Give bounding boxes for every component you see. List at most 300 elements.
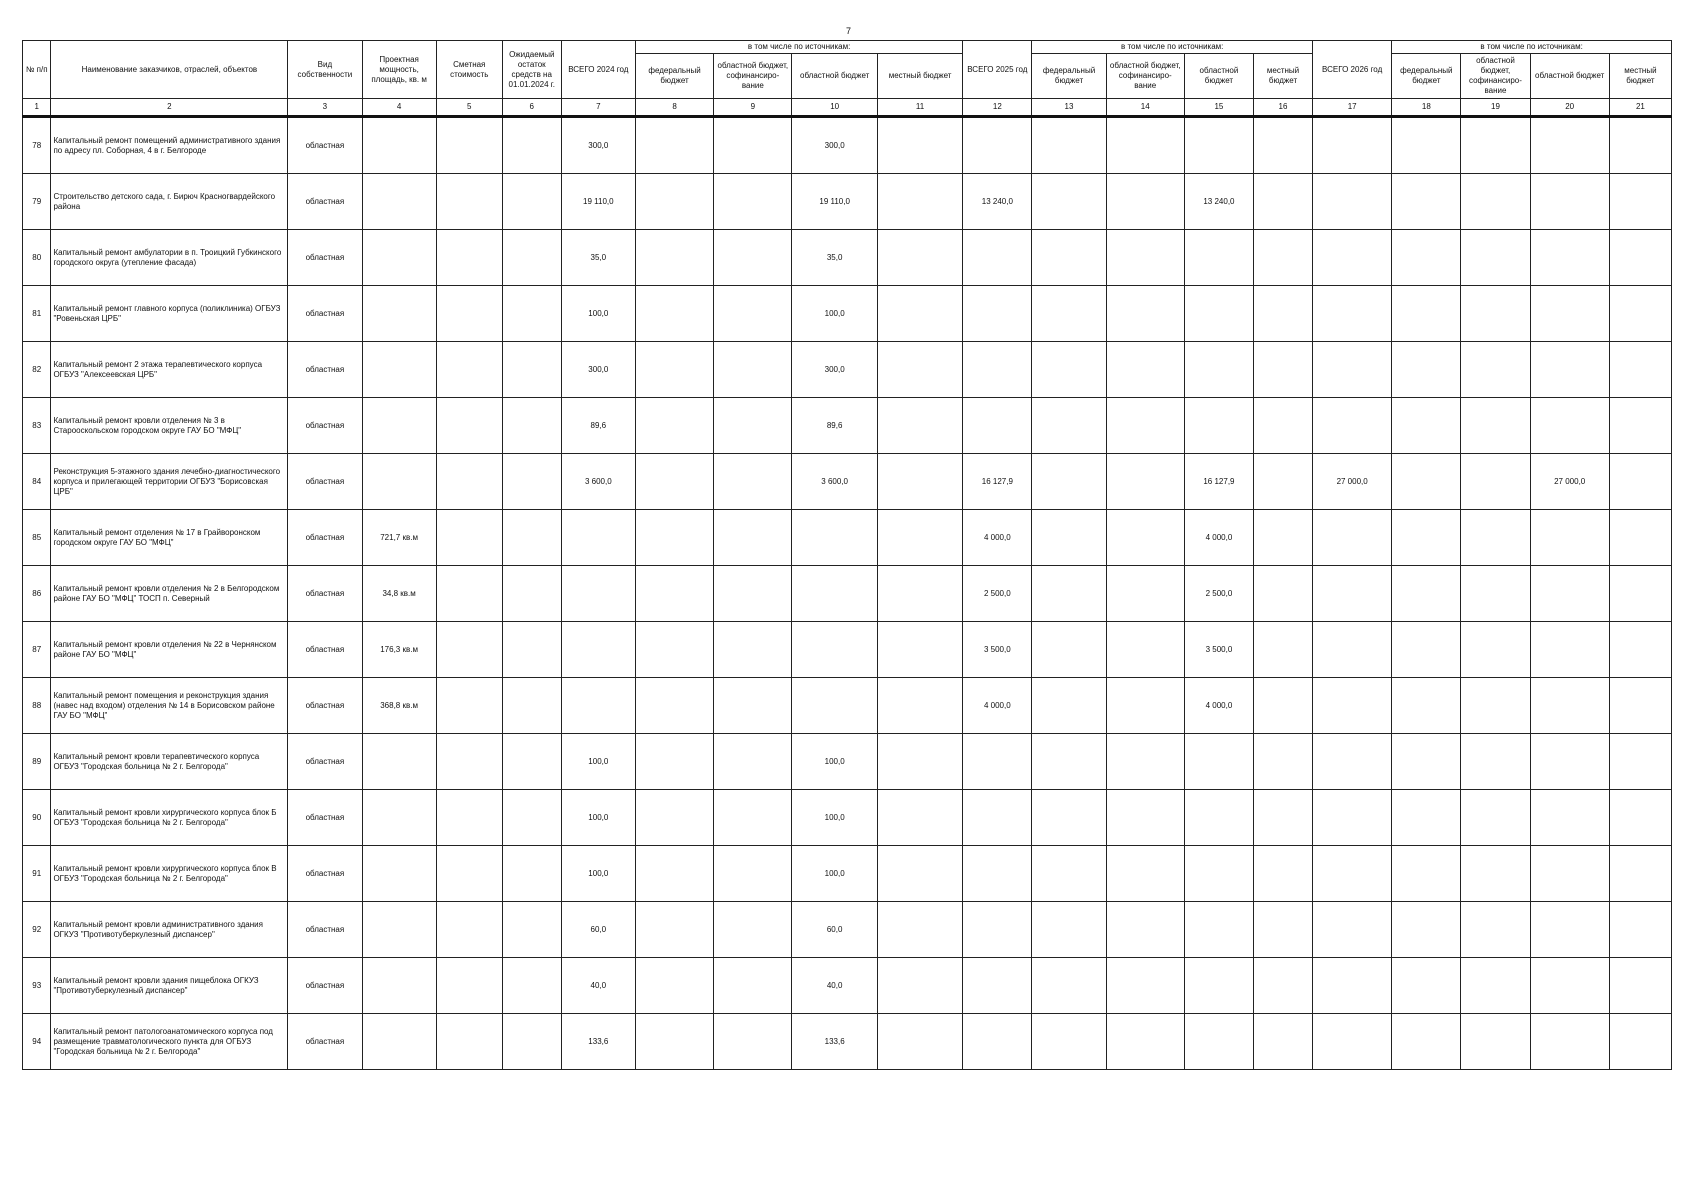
- column-number: 19: [1461, 99, 1530, 117]
- total-2025-cell: [963, 342, 1032, 398]
- federal-2025-cell: [1032, 566, 1106, 622]
- cofin-2025-cell: [1106, 1014, 1184, 1070]
- local-2024-cell: [877, 678, 962, 734]
- remainder-cell: [502, 622, 561, 678]
- column-number: 6: [502, 99, 561, 117]
- local-2025-cell: [1254, 230, 1313, 286]
- cofin-2025-cell: [1106, 678, 1184, 734]
- federal-2026-cell: [1392, 342, 1461, 398]
- estimate-cell: [436, 398, 502, 454]
- total-2024-cell: 300,0: [561, 342, 635, 398]
- regional-2026-cell: [1530, 1014, 1609, 1070]
- cofin-2024-cell: [714, 342, 792, 398]
- local-2025-cell: [1254, 734, 1313, 790]
- row-number: 86: [23, 566, 51, 622]
- object-name: Капитальный ремонт помещений административного здания по адресу пл. Соборная, 4 в г. Белгороде: [51, 117, 288, 174]
- header-total-2025: ВСЕГО 2025 год: [963, 41, 1032, 99]
- federal-2025-cell: [1032, 117, 1106, 174]
- total-2026-cell: [1313, 510, 1392, 566]
- local-2025-cell: [1254, 174, 1313, 230]
- regional-2026-cell: [1530, 398, 1609, 454]
- header-group-2024: в том числе по источникам:: [635, 41, 962, 54]
- total-2026-cell: [1313, 398, 1392, 454]
- cofin-2025-cell: [1106, 510, 1184, 566]
- capacity-cell: [362, 734, 436, 790]
- local-2026-cell: [1609, 846, 1671, 902]
- capacity-cell: [362, 398, 436, 454]
- federal-2026-cell: [1392, 846, 1461, 902]
- capacity-cell: [362, 454, 436, 510]
- cofin-2025-cell: [1106, 398, 1184, 454]
- local-2025-cell: [1254, 846, 1313, 902]
- regional-2024-cell: [792, 566, 877, 622]
- cofin-2026-cell: [1461, 846, 1530, 902]
- header-regional-2024: областной бюджет: [792, 54, 877, 99]
- regional-2024-cell: [792, 510, 877, 566]
- header-cofin-2026: областной бюджет, софинансиро-вание: [1461, 54, 1530, 99]
- ownership-cell: областная: [288, 678, 362, 734]
- table-row: [23, 230, 1672, 286]
- ownership-cell: областная: [288, 790, 362, 846]
- page-number: 7: [845, 26, 851, 36]
- cofin-2024-cell: [714, 510, 792, 566]
- total-2026-cell: [1313, 958, 1392, 1014]
- header-federal-2024: федеральный бюджет: [635, 54, 713, 99]
- table-row: [23, 678, 1672, 734]
- header-ownership: Вид собственности: [288, 41, 362, 99]
- cofin-2024-cell: [714, 902, 792, 958]
- cofin-2026-cell: [1461, 230, 1530, 286]
- table-row: [23, 342, 1672, 398]
- federal-2024-cell: [635, 174, 713, 230]
- federal-2025-cell: [1032, 510, 1106, 566]
- total-2026-cell: [1313, 902, 1392, 958]
- cofin-2026-cell: [1461, 342, 1530, 398]
- cofin-2024-cell: [714, 286, 792, 342]
- federal-2024-cell: [635, 958, 713, 1014]
- total-2025-cell: [963, 1014, 1032, 1070]
- total-2024-cell: [561, 678, 635, 734]
- ownership-cell: областная: [288, 286, 362, 342]
- object-name: Капитальный ремонт помещения и реконструкция здания (навес над входом) отделения № 14 в Борисовском районе ГАУ БО "МФЦ": [51, 678, 288, 734]
- total-2026-cell: [1313, 117, 1392, 174]
- total-2024-cell: 3 600,0: [561, 454, 635, 510]
- local-2026-cell: [1609, 117, 1671, 174]
- local-2024-cell: [877, 1014, 962, 1070]
- object-name: Капитальный ремонт кровли хирургического корпуса блок В ОГБУЗ "Городская больница № 2 г. Белгорода": [51, 846, 288, 902]
- total-2025-cell: 16 127,9: [963, 454, 1032, 510]
- local-2024-cell: [877, 846, 962, 902]
- local-2024-cell: [877, 398, 962, 454]
- federal-2025-cell: [1032, 454, 1106, 510]
- row-number: 82: [23, 342, 51, 398]
- total-2025-cell: [963, 230, 1032, 286]
- table-row: [23, 902, 1672, 958]
- object-name: Капитальный ремонт патологоанатомического корпуса под размещение травматологического пункта для ОГБУЗ "Городская больница № 2 г. Белгорода": [51, 1014, 288, 1070]
- header-local-2026: местный бюджет: [1609, 54, 1671, 99]
- regional-2024-cell: 100,0: [792, 286, 877, 342]
- local-2025-cell: [1254, 958, 1313, 1014]
- ownership-cell: областная: [288, 398, 362, 454]
- cofin-2024-cell: [714, 958, 792, 1014]
- row-number: 81: [23, 286, 51, 342]
- column-number: 4: [362, 99, 436, 117]
- local-2024-cell: [877, 902, 962, 958]
- regional-2026-cell: [1530, 846, 1609, 902]
- total-2025-cell: 13 240,0: [963, 174, 1032, 230]
- local-2026-cell: [1609, 734, 1671, 790]
- row-number: 93: [23, 958, 51, 1014]
- regional-2025-cell: [1184, 398, 1253, 454]
- total-2026-cell: 27 000,0: [1313, 454, 1392, 510]
- cofin-2024-cell: [714, 566, 792, 622]
- federal-2026-cell: [1392, 230, 1461, 286]
- cofin-2024-cell: [714, 454, 792, 510]
- header-federal-2025: федеральный бюджет: [1032, 54, 1106, 99]
- ownership-cell: областная: [288, 622, 362, 678]
- total-2025-cell: [963, 286, 1032, 342]
- local-2024-cell: [877, 117, 962, 174]
- regional-2026-cell: 27 000,0: [1530, 454, 1609, 510]
- cofin-2026-cell: [1461, 790, 1530, 846]
- estimate-cell: [436, 734, 502, 790]
- cofin-2026-cell: [1461, 958, 1530, 1014]
- federal-2025-cell: [1032, 398, 1106, 454]
- capacity-cell: [362, 790, 436, 846]
- header-estimate: Сметная стоимость: [436, 41, 502, 99]
- capacity-cell: [362, 902, 436, 958]
- total-2024-cell: 35,0: [561, 230, 635, 286]
- regional-2024-cell: 35,0: [792, 230, 877, 286]
- total-2025-cell: [963, 790, 1032, 846]
- cofin-2025-cell: [1106, 117, 1184, 174]
- table-row: [23, 1014, 1672, 1070]
- regional-2025-cell: 3 500,0: [1184, 622, 1253, 678]
- regional-2025-cell: 16 127,9: [1184, 454, 1253, 510]
- regional-2025-cell: [1184, 846, 1253, 902]
- column-number: 16: [1254, 99, 1313, 117]
- regional-2024-cell: 60,0: [792, 902, 877, 958]
- remainder-cell: [502, 566, 561, 622]
- cofin-2025-cell: [1106, 958, 1184, 1014]
- local-2025-cell: [1254, 566, 1313, 622]
- row-number: 87: [23, 622, 51, 678]
- object-name: Капитальный ремонт кровли хирургического корпуса блок Б ОГБУЗ "Городская больница № 2 г. Белгорода": [51, 790, 288, 846]
- local-2026-cell: [1609, 958, 1671, 1014]
- federal-2024-cell: [635, 510, 713, 566]
- federal-2024-cell: [635, 286, 713, 342]
- column-number: 15: [1184, 99, 1253, 117]
- local-2024-cell: [877, 790, 962, 846]
- total-2026-cell: [1313, 286, 1392, 342]
- column-number: 9: [714, 99, 792, 117]
- estimate-cell: [436, 230, 502, 286]
- ownership-cell: областная: [288, 117, 362, 174]
- total-2024-cell: [561, 510, 635, 566]
- header-local-2025: местный бюджет: [1254, 54, 1313, 99]
- remainder-cell: [502, 454, 561, 510]
- regional-2024-cell: 100,0: [792, 790, 877, 846]
- header-num: № п/п: [23, 41, 51, 99]
- capacity-cell: [362, 230, 436, 286]
- total-2024-cell: 133,6: [561, 1014, 635, 1070]
- row-number: 83: [23, 398, 51, 454]
- remainder-cell: [502, 902, 561, 958]
- column-number: 10: [792, 99, 877, 117]
- cofin-2026-cell: [1461, 286, 1530, 342]
- federal-2025-cell: [1032, 678, 1106, 734]
- remainder-cell: [502, 230, 561, 286]
- row-number: 89: [23, 734, 51, 790]
- regional-2025-cell: 13 240,0: [1184, 174, 1253, 230]
- cofin-2026-cell: [1461, 510, 1530, 566]
- object-name: Капитальный ремонт кровли отделения № 2 в Белгородском районе ГАУ БО "МФЦ" ТОСП п. Северный: [51, 566, 288, 622]
- table-row: [23, 846, 1672, 902]
- table-body: [23, 117, 1672, 1070]
- estimate-cell: [436, 117, 502, 174]
- column-number: 18: [1392, 99, 1461, 117]
- table-row: [23, 566, 1672, 622]
- federal-2026-cell: [1392, 734, 1461, 790]
- local-2026-cell: [1609, 342, 1671, 398]
- total-2026-cell: [1313, 1014, 1392, 1070]
- federal-2026-cell: [1392, 117, 1461, 174]
- table-row: [23, 174, 1672, 230]
- object-name: Капитальный ремонт 2 этажа терапевтического корпуса ОГБУЗ "Алексеевская ЦРБ": [51, 342, 288, 398]
- federal-2026-cell: [1392, 174, 1461, 230]
- total-2026-cell: [1313, 622, 1392, 678]
- remainder-cell: [502, 790, 561, 846]
- capacity-cell: 368,8 кв.м: [362, 678, 436, 734]
- row-number: 84: [23, 454, 51, 510]
- federal-2024-cell: [635, 902, 713, 958]
- local-2026-cell: [1609, 454, 1671, 510]
- local-2026-cell: [1609, 566, 1671, 622]
- federal-2024-cell: [635, 342, 713, 398]
- row-number: 90: [23, 790, 51, 846]
- local-2024-cell: [877, 622, 962, 678]
- estimate-cell: [436, 174, 502, 230]
- row-number: 85: [23, 510, 51, 566]
- ownership-cell: областная: [288, 342, 362, 398]
- header-local-2024: местный бюджет: [877, 54, 962, 99]
- header-remainder: Ожидаемый остаток средств на 01.01.2024 г.: [502, 41, 561, 99]
- local-2026-cell: [1609, 230, 1671, 286]
- regional-2024-cell: 100,0: [792, 846, 877, 902]
- regional-2025-cell: 4 000,0: [1184, 510, 1253, 566]
- capacity-cell: [362, 286, 436, 342]
- remainder-cell: [502, 678, 561, 734]
- regional-2026-cell: [1530, 286, 1609, 342]
- capacity-cell: [362, 117, 436, 174]
- column-number: 21: [1609, 99, 1671, 117]
- row-number: 80: [23, 230, 51, 286]
- local-2025-cell: [1254, 454, 1313, 510]
- regional-2025-cell: [1184, 1014, 1253, 1070]
- federal-2026-cell: [1392, 286, 1461, 342]
- local-2025-cell: [1254, 1014, 1313, 1070]
- total-2026-cell: [1313, 174, 1392, 230]
- capacity-cell: [362, 174, 436, 230]
- header-cofin-2024: областной бюджет, софинансиро-вание: [714, 54, 792, 99]
- column-number: 12: [963, 99, 1032, 117]
- column-number: 14: [1106, 99, 1184, 117]
- federal-2024-cell: [635, 398, 713, 454]
- regional-2025-cell: [1184, 734, 1253, 790]
- total-2026-cell: [1313, 790, 1392, 846]
- federal-2026-cell: [1392, 1014, 1461, 1070]
- ownership-cell: областная: [288, 174, 362, 230]
- cofin-2026-cell: [1461, 678, 1530, 734]
- federal-2025-cell: [1032, 958, 1106, 1014]
- capacity-cell: [362, 1014, 436, 1070]
- regional-2025-cell: [1184, 286, 1253, 342]
- federal-2026-cell: [1392, 398, 1461, 454]
- cofin-2025-cell: [1106, 790, 1184, 846]
- regional-2026-cell: [1530, 622, 1609, 678]
- regional-2026-cell: [1530, 790, 1609, 846]
- row-number: 92: [23, 902, 51, 958]
- local-2024-cell: [877, 734, 962, 790]
- local-2025-cell: [1254, 286, 1313, 342]
- regional-2026-cell: [1530, 510, 1609, 566]
- cofin-2026-cell: [1461, 117, 1530, 174]
- column-number: 8: [635, 99, 713, 117]
- estimate-cell: [436, 286, 502, 342]
- total-2024-cell: 100,0: [561, 846, 635, 902]
- regional-2026-cell: [1530, 117, 1609, 174]
- object-name: Капитальный ремонт главного корпуса (поликлиника) ОГБУЗ "Ровеньская ЦРБ": [51, 286, 288, 342]
- regional-2024-cell: 300,0: [792, 117, 877, 174]
- regional-2024-cell: [792, 622, 877, 678]
- cofin-2025-cell: [1106, 174, 1184, 230]
- regional-2024-cell: 133,6: [792, 1014, 877, 1070]
- table-row: [23, 790, 1672, 846]
- ownership-cell: областная: [288, 510, 362, 566]
- total-2026-cell: [1313, 734, 1392, 790]
- ownership-cell: областная: [288, 902, 362, 958]
- regional-2024-cell: 300,0: [792, 342, 877, 398]
- capacity-cell: [362, 342, 436, 398]
- cofin-2026-cell: [1461, 174, 1530, 230]
- regional-2026-cell: [1530, 342, 1609, 398]
- regional-2025-cell: [1184, 342, 1253, 398]
- cofin-2025-cell: [1106, 342, 1184, 398]
- federal-2024-cell: [635, 1014, 713, 1070]
- total-2026-cell: [1313, 230, 1392, 286]
- local-2024-cell: [877, 286, 962, 342]
- regional-2026-cell: [1530, 566, 1609, 622]
- remainder-cell: [502, 734, 561, 790]
- federal-2026-cell: [1392, 902, 1461, 958]
- federal-2025-cell: [1032, 790, 1106, 846]
- cofin-2024-cell: [714, 846, 792, 902]
- local-2026-cell: [1609, 286, 1671, 342]
- federal-2026-cell: [1392, 454, 1461, 510]
- regional-2026-cell: [1530, 174, 1609, 230]
- table-row: [23, 622, 1672, 678]
- column-number: 20: [1530, 99, 1609, 117]
- total-2024-cell: 300,0: [561, 117, 635, 174]
- cofin-2024-cell: [714, 790, 792, 846]
- total-2024-cell: [561, 622, 635, 678]
- cofin-2025-cell: [1106, 902, 1184, 958]
- table-row: [23, 117, 1672, 174]
- header-cofin-2025: областной бюджет, софинансиро-вание: [1106, 54, 1184, 99]
- local-2026-cell: [1609, 174, 1671, 230]
- object-name: Капитальный ремонт кровли административного здания ОГКУЗ "Противотуберкулезный диспансер": [51, 902, 288, 958]
- table-row: [23, 398, 1672, 454]
- federal-2026-cell: [1392, 510, 1461, 566]
- cofin-2026-cell: [1461, 902, 1530, 958]
- cofin-2025-cell: [1106, 734, 1184, 790]
- object-name: Капитальный ремонт отделения № 17 в Грайворонском городском округе ГАУ БО "МФЦ": [51, 510, 288, 566]
- estimate-cell: [436, 846, 502, 902]
- ownership-cell: областная: [288, 230, 362, 286]
- table-row: [23, 958, 1672, 1014]
- column-number: 1: [23, 99, 51, 117]
- estimate-cell: [436, 678, 502, 734]
- cofin-2026-cell: [1461, 454, 1530, 510]
- estimate-cell: [436, 342, 502, 398]
- local-2025-cell: [1254, 510, 1313, 566]
- remainder-cell: [502, 286, 561, 342]
- regional-2026-cell: [1530, 902, 1609, 958]
- cofin-2026-cell: [1461, 398, 1530, 454]
- regional-2025-cell: [1184, 117, 1253, 174]
- local-2024-cell: [877, 958, 962, 1014]
- estimate-cell: [436, 902, 502, 958]
- remainder-cell: [502, 1014, 561, 1070]
- regional-2024-cell: 40,0: [792, 958, 877, 1014]
- ownership-cell: областная: [288, 454, 362, 510]
- header-group-2025: в том числе по источникам:: [1032, 41, 1313, 54]
- federal-2025-cell: [1032, 1014, 1106, 1070]
- regional-2024-cell: 19 110,0: [792, 174, 877, 230]
- total-2025-cell: [963, 902, 1032, 958]
- row-number: 79: [23, 174, 51, 230]
- federal-2026-cell: [1392, 958, 1461, 1014]
- ownership-cell: областная: [288, 734, 362, 790]
- row-number: 78: [23, 117, 51, 174]
- ownership-cell: областная: [288, 1014, 362, 1070]
- total-2025-cell: 2 500,0: [963, 566, 1032, 622]
- object-name: Строительство детского сада, г. Бирюч Красногвардейского района: [51, 174, 288, 230]
- regional-2025-cell: [1184, 902, 1253, 958]
- regional-2026-cell: [1530, 230, 1609, 286]
- local-2025-cell: [1254, 398, 1313, 454]
- row-number: 88: [23, 678, 51, 734]
- federal-2025-cell: [1032, 174, 1106, 230]
- header-total-2026: ВСЕГО 2026 год: [1313, 41, 1392, 99]
- column-number: 13: [1032, 99, 1106, 117]
- column-number: 11: [877, 99, 962, 117]
- cofin-2026-cell: [1461, 734, 1530, 790]
- estimate-cell: [436, 958, 502, 1014]
- total-2025-cell: 3 500,0: [963, 622, 1032, 678]
- capacity-cell: [362, 958, 436, 1014]
- total-2026-cell: [1313, 846, 1392, 902]
- object-name: Реконструкция 5-этажного здания лечебно-диагностического корпуса и прилегающей территории ОГБУЗ "Борисовская ЦРБ": [51, 454, 288, 510]
- federal-2025-cell: [1032, 342, 1106, 398]
- row-number: 94: [23, 1014, 51, 1070]
- federal-2024-cell: [635, 846, 713, 902]
- table-row: [23, 286, 1672, 342]
- total-2024-cell: [561, 566, 635, 622]
- federal-2025-cell: [1032, 846, 1106, 902]
- estimate-cell: [436, 790, 502, 846]
- capacity-cell: [362, 846, 436, 902]
